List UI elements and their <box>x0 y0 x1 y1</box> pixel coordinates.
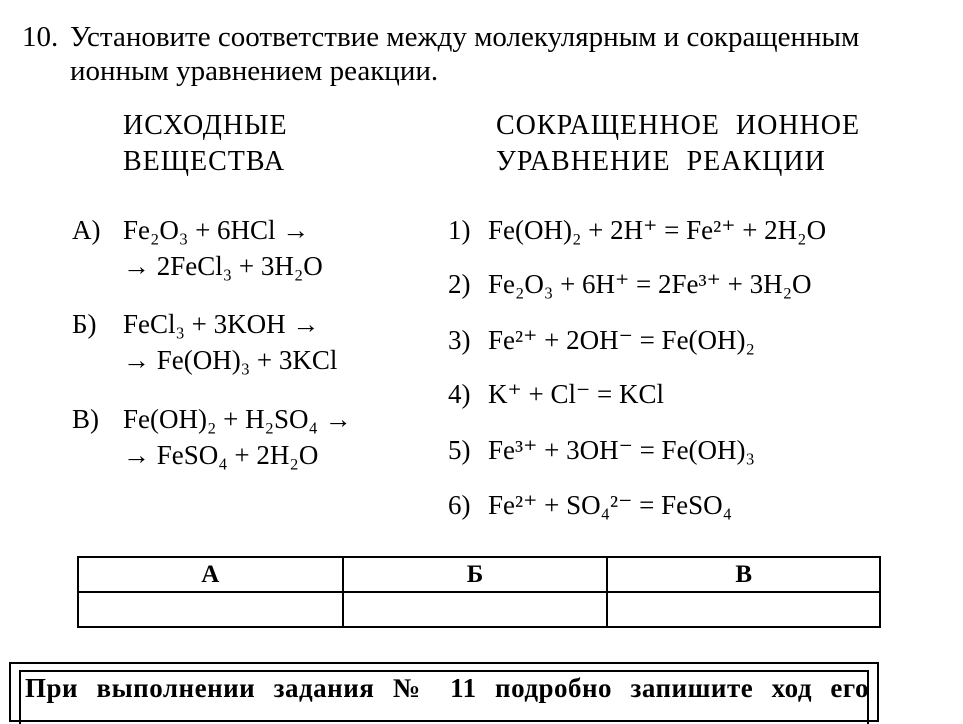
right-item-equation: K⁺ + Cl⁻ = KCl <box>488 379 664 409</box>
right-item-label: 4) <box>448 379 471 409</box>
left-item-label: Б) <box>72 309 97 339</box>
left-item-line2: → Fe(OH)₃ + 3KCl <box>123 345 338 375</box>
answer-table-header-row <box>78 557 880 592</box>
right-header-line2: УРАВНЕНИЕ РЕАКЦИИ <box>496 146 826 177</box>
answer-table <box>77 556 881 628</box>
left-item-line1: Fe₂O₃ + 6HCl → <box>123 215 310 245</box>
right-item-equation: Fe₂O₃ + 6H⁺ = 2Fe³⁺ + 3H₂O <box>488 269 812 299</box>
question-text-line2: ионным уравнением реакции. <box>70 55 439 87</box>
right-item-label: 5) <box>448 435 471 465</box>
answer-table-input-row <box>78 592 880 627</box>
right-item-equation: Fe²⁺ + 2OH⁻ = Fe(OH)₂ <box>488 325 755 355</box>
left-header-line2: ВЕЩЕСТВА <box>123 146 286 177</box>
left-item-line1: FeCl₃ + 3KOH → <box>123 309 320 339</box>
right-item-equation: Fe²⁺ + SO₄²⁻ = FeSO₄ <box>488 490 733 520</box>
left-item-line2: → FeSO₄ + 2H₂O <box>123 440 319 470</box>
instruction-text: При выполнении задания № 11 подробно запишите ход его <box>25 673 869 703</box>
answer-cell-a[interactable] <box>78 592 343 627</box>
question-number: 10. <box>22 21 59 53</box>
left-item-line2: → 2FeCl₃ + 3H₂O <box>123 251 323 281</box>
right-item-label: 1) <box>448 215 471 245</box>
answer-cell-b[interactable] <box>343 592 608 627</box>
left-item-line1: Fe(OH)₂ + H₂SO₄ → <box>123 404 352 434</box>
answer-header-b: Б <box>343 557 608 592</box>
right-item-label: 6) <box>448 490 471 520</box>
instruction-box <box>9 662 879 722</box>
right-header-line1: СОКРАЩЕННОЕ ИОННОЕ <box>496 110 861 141</box>
left-header-line1: ИСХОДНЫЕ <box>123 110 288 141</box>
right-item-equation: Fe³⁺ + 3OH⁻ = Fe(OH)₃ <box>488 435 755 465</box>
right-item-equation: Fe(OH)₂ + 2H⁺ = Fe²⁺ + 2H₂O <box>488 215 827 245</box>
answer-header-v: В <box>607 557 880 592</box>
left-item-label: В) <box>72 404 99 434</box>
right-item-label: 3) <box>448 325 471 355</box>
left-item-label: А) <box>72 215 101 245</box>
answer-header-a: А <box>78 557 343 592</box>
answer-cell-v[interactable] <box>607 592 880 627</box>
right-item-label: 2) <box>448 269 471 299</box>
question-text-line1: Установите соответствие между молекулярным и сокращенным <box>70 21 860 53</box>
